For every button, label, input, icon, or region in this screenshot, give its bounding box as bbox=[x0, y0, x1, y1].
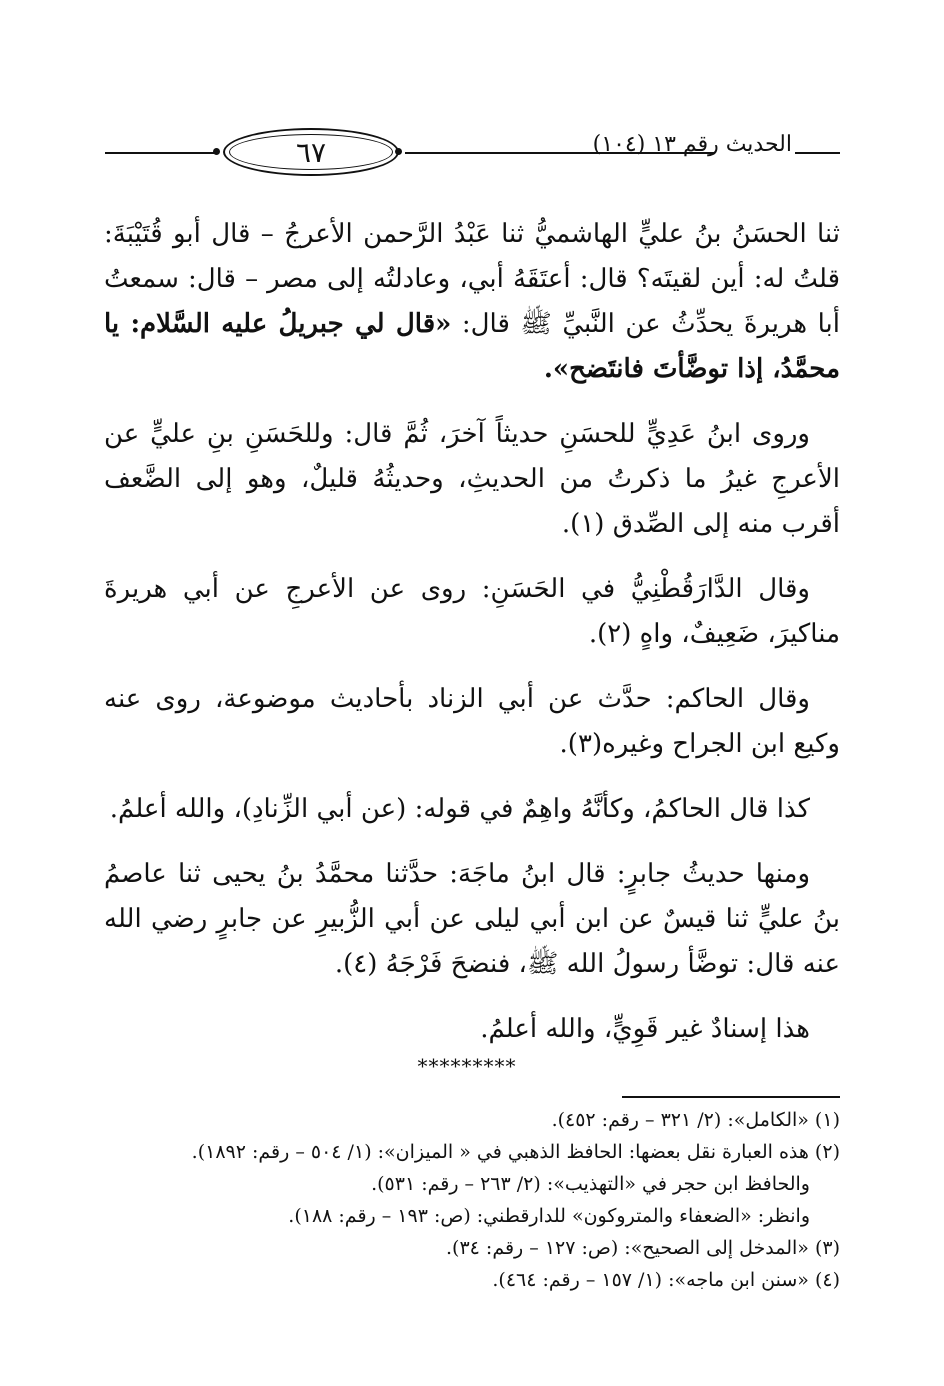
header-dot-right bbox=[395, 148, 402, 155]
footnote-3: (٣) «المدخل إلى الصحيح»: (ص: ١٢٧ – رقم: ٣٤). bbox=[446, 1237, 840, 1259]
paragraph-1 bbox=[104, 212, 840, 392]
page-number-badge bbox=[223, 128, 399, 176]
section-separator: ********* bbox=[417, 1054, 517, 1078]
footnote-4: (٤) «سنن ابن ماجه»: (١/ ١٥٧ – رقم: ٤٦٤). bbox=[492, 1269, 840, 1291]
footnote-2-continued-b: وانظر: «الضعفاء والمتروكون» للدارقطني: (ص: ١٩٣ – رقم: ١٨٨). bbox=[288, 1205, 810, 1227]
header-rule-left bbox=[105, 152, 215, 154]
paragraph-6: ومنها حديثُ جابرٍ: قال ابنُ ماجَهَ: حدَّثنا محمَّدُ بنُ يحيى ثنا عاصمُ بنُ عليٍّ ثنا قيسٌ عن ابن أبي ليلى عن أبي الزُّبيرِ عن جابرٍ رضي الله عنه قال: توضَّأ رسولُ الله ﷺ، فنضحَ فَرْجَهُ (٤). bbox=[104, 859, 840, 979]
page-number: ٦٧ bbox=[295, 135, 327, 169]
paragraph-5: كذا قال الحاكمُ، وكأنَّهُ واهِمٌ في قوله: (عن أبي الزِّنادِ)، والله أعلمُ. bbox=[109, 794, 810, 824]
footnotes bbox=[104, 1104, 840, 1296]
paragraph-1-text: ثنا الحسَنُ بنُ عليٍّ الهاشميُّ ثنا عَبْدُ الرَّحمن الأعرجُ – قال أبو قُتَيْبَةَ: قلتُ له: أين لقيتَه؟ قال: أعتَقَهُ أبي، وعادلتُه إلى مصر – قال: سمعتُ أبا هريرةَ يحدِّثُ عن النَّبيِّ ﷺ قال: bbox=[104, 219, 840, 339]
page-header bbox=[105, 118, 840, 188]
running-title: الحديث رقم ١٣ (١٠٤) bbox=[592, 132, 792, 157]
paragraph-2: وروى ابنُ عَدِيٍّ للحسَنِ حديثاً آخرَ، ثُمَّ قال: وللحَسَنِ بنِ عليٍّ عن الأعرجِ غيرُ ما ذكرتُ من الحديثِ، وحديثُهُ قليلٌ، وهو إلى الضَّعف أقرب منه إلى الصِّدق (١). bbox=[104, 419, 840, 539]
paragraph-1-hadith: «قال لي جبريلُ عليه السَّلام: يا محمَّدُ، إذا توضَّأتَ فانتَضح». bbox=[104, 309, 840, 384]
footnote-2: (٢) هذه العبارة نقل بعضها: الحافظ الذهبي في « الميزان»: (١/ ٥٠٤ – رقم: ١٨٩٢). bbox=[191, 1141, 840, 1163]
footnote-2-continued-a: والحافظ ابن حجر في «التهذيب»: (٢/ ٢٦٣ – رقم: ٥٣١). bbox=[371, 1173, 810, 1195]
paragraph-4: وقال الحاكم: حدَّث عن أبي الزناد بأحاديث موضوعة، روى عنه وكيع ابن الجراح وغيره(٣). bbox=[104, 684, 840, 759]
footnote-1: (١) «الكامل»: (٢/ ٣٢١ – رقم: ٤٥٢). bbox=[551, 1109, 840, 1131]
main-text bbox=[104, 212, 840, 1072]
paragraph-3: وقال الدَّارَقُطْنِيُّ في الحَسَنِ: روى عن الأعرجِ عن أبي هريرةَ مناكيرَ، ضَعِيفٌ، واهٍ (٢). bbox=[104, 574, 840, 649]
header-dot-left bbox=[213, 148, 220, 155]
paragraph-7: هذا إسنادٌ غير قَوِيٍّ، والله أعلمُ. bbox=[480, 1014, 810, 1044]
header-rule-right bbox=[795, 152, 840, 154]
footnote-rule bbox=[622, 1096, 840, 1098]
